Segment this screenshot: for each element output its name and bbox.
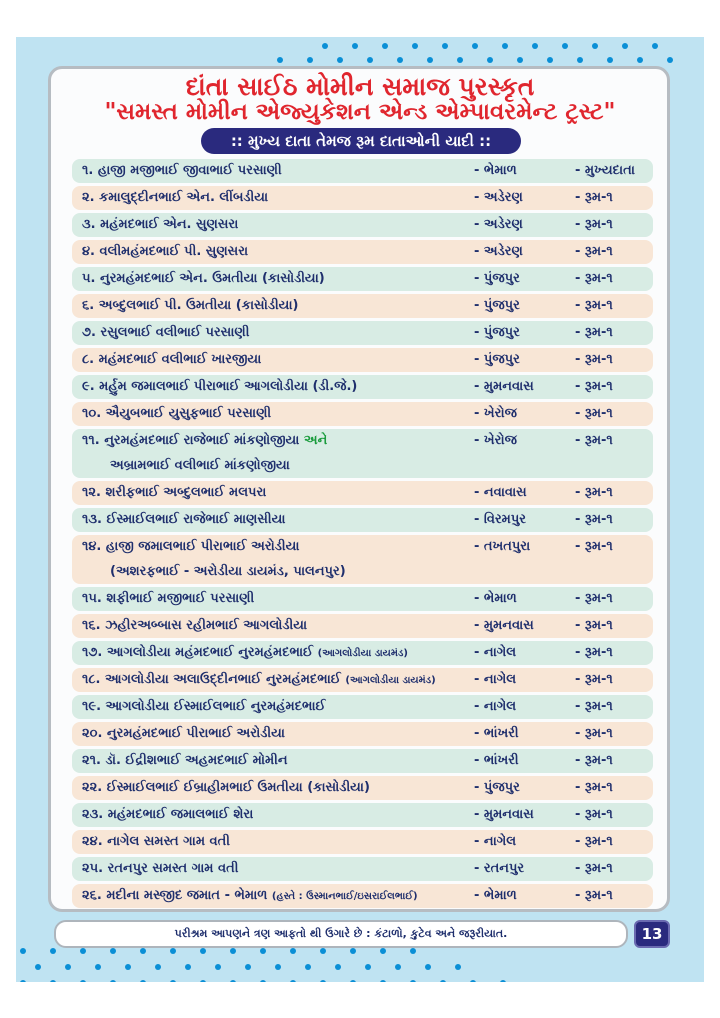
donor-name	[82, 884, 418, 909]
donor-place: - પુંજપુર	[474, 298, 520, 313]
donor-role: - રૂમ-૧	[575, 406, 613, 421]
donor-role: - રૂમ-૧	[575, 298, 613, 313]
donor-role: - રૂમ-૧	[575, 539, 613, 554]
donor-place: - નાગેલ	[474, 834, 517, 849]
decorative-dot	[592, 43, 598, 49]
decorative-dot	[170, 980, 176, 982]
donor-place: - પુંજપુર	[474, 352, 520, 367]
donor-name-note: (આગલોડીયા ડાયમંડ)	[345, 675, 436, 686]
donor-row	[72, 294, 653, 318]
donor-place: - ભેમાળ	[474, 163, 517, 178]
donor-place: - અડેરણ	[474, 190, 523, 205]
decorative-dot	[607, 57, 613, 63]
donor-row	[72, 508, 653, 532]
decorative-dot	[425, 964, 431, 970]
donor-place: - નાગેલ	[474, 699, 517, 714]
decorative-dot	[80, 980, 86, 982]
donor-role: - રૂમ-૧	[575, 271, 613, 286]
donor-row	[72, 375, 653, 399]
donor-row	[72, 186, 653, 210]
decorative-dot	[365, 964, 371, 970]
decorative-dot	[290, 948, 296, 954]
donor-place: - ભાંખરી	[474, 753, 519, 768]
donor-role: - રૂમ-૧	[575, 325, 613, 340]
donor-role: - રૂમ-૧	[575, 726, 613, 741]
donor-place: - અડેરણ	[474, 217, 523, 232]
title-line-1: દાંતા સાઈઠ મોમીન સમાજ પુરસ્કૃત	[185, 72, 535, 101]
decorative-dot	[352, 43, 358, 49]
decorative-dot	[442, 43, 448, 49]
donor-place: - રતનપુર	[474, 861, 525, 876]
donor-name: ૨૦. નુરમહંમદભાઈ પીરાભાઈ અરોડીયા	[82, 726, 285, 741]
decorative-dot	[215, 964, 221, 970]
donor-row	[72, 240, 653, 264]
decorative-dot	[427, 57, 433, 63]
donor-row	[72, 481, 653, 505]
donor-name: ૧૬. ઝહીરઅબ્બાસ રહીમભાઈ આગલોડીયા	[82, 618, 308, 633]
decorative-dot	[622, 43, 628, 49]
donor-place: - પુંજપુર	[474, 780, 520, 795]
donor-place: - પુંજપુર	[474, 325, 520, 340]
donor-role: - રૂમ-૧	[575, 753, 613, 768]
donor-role: - રૂમ-૧	[575, 433, 613, 448]
decorative-dot	[290, 980, 296, 982]
donor-place: - ભાંખરી	[474, 726, 519, 741]
decorative-dot	[472, 43, 478, 49]
donor-row	[72, 348, 653, 372]
donor-row	[72, 587, 653, 611]
donor-role: - રૂમ-૧	[575, 512, 613, 527]
decorative-dot	[140, 948, 146, 954]
donor-name: ૧૦. ઐયુબભાઈ યુસુફભાઈ પરસાણી	[82, 406, 272, 421]
donor-role: - રૂમ-૧	[575, 888, 613, 903]
donor-row	[72, 722, 653, 746]
decorative-dot	[277, 57, 283, 63]
decorative-dot	[155, 964, 161, 970]
decorative-dot	[275, 964, 281, 970]
donor-place: - અડેરણ	[474, 244, 523, 259]
decorative-dot	[412, 43, 418, 49]
donor-row	[72, 830, 653, 854]
donor-row	[72, 267, 653, 291]
decorative-dot	[367, 57, 373, 63]
decorative-dot	[305, 964, 311, 970]
donor-name: ૧૪. હાજી જમાલભાઈ પીરાભાઈ અરોડીયા	[82, 539, 300, 554]
donor-role: - રૂમ-૧	[575, 672, 613, 687]
decorative-dot	[380, 948, 386, 954]
donor-name: ૧૯. આગલોડીયા ઈસ્માઈલભાઈ નુરમહંમદભાઈ	[82, 699, 326, 714]
donor-role: - રૂમ-૧	[575, 780, 613, 795]
decorative-dot	[517, 57, 523, 63]
decorative-dot	[410, 948, 416, 954]
decorative-dot	[125, 964, 131, 970]
decorative-dot	[410, 980, 416, 982]
decorative-dot	[260, 948, 266, 954]
donor-row	[72, 402, 653, 426]
donor-role: - રૂમ-૧	[575, 699, 613, 714]
decorative-dot	[260, 980, 266, 982]
decorative-dot	[307, 57, 313, 63]
decorative-dot	[50, 980, 56, 982]
donor-name	[82, 641, 408, 666]
donor-name-text: ૧૧. નુરમહંમદભાઈ રાજેભાઈ માંકણોજીયા	[82, 433, 300, 448]
donor-name: ૨૪. નાગેલ સમસ્ત ગામ વતી	[82, 834, 230, 849]
donor-role: - રૂમ-૧	[575, 217, 613, 232]
title-line-2: "સમસ્ત મોમીન એજ્યુકેશન એન્ડ એમ્પાવરમેન્ટ ટ્રસ્ટ"	[104, 98, 616, 125]
decorative-dot	[487, 57, 493, 63]
donor-row	[72, 429, 653, 478]
donor-name-line2: અબ્રામભાઈ વલીભાઈ માંકણોજીયા	[110, 458, 290, 473]
donor-row	[72, 776, 653, 800]
decorative-dot	[20, 980, 26, 982]
decorative-dot	[577, 57, 583, 63]
decorative-dot	[322, 43, 328, 49]
donor-row	[72, 749, 653, 773]
decorative-dot	[547, 57, 553, 63]
decorative-dot	[502, 43, 508, 49]
donor-list	[72, 159, 653, 911]
donor-name: ૧. હાજી મજીભાઈ જીવાભાઈ પરસાણી	[82, 163, 282, 178]
decorative-dot	[380, 980, 386, 982]
donor-place: - નવાવાસ	[474, 485, 527, 500]
donor-place: - મુમનવાસ	[474, 379, 534, 394]
decorative-dot	[20, 948, 26, 954]
decorative-dot	[652, 43, 658, 49]
decorative-dot	[35, 964, 41, 970]
decorative-dot	[350, 980, 356, 982]
decorative-dot	[455, 964, 461, 970]
donor-place: - ખેરોજ	[474, 406, 517, 421]
donor-role: - મુખ્યદાતા	[575, 163, 635, 178]
donor-name: ૨. કમાલુદ્દીનભાઈ એન. લીંબડીયા	[82, 190, 269, 205]
decorative-dot	[382, 43, 388, 49]
donor-name: ૧૩. ઈસ્માઈલભાઈ રાજેભાઈ માણસીયા	[82, 512, 286, 527]
decorative-dot	[395, 964, 401, 970]
decorative-dot	[80, 948, 86, 954]
decorative-dot	[500, 980, 506, 982]
page-number: 13	[634, 920, 670, 948]
donor-name: ૨૫. રતનપુર સમસ્ત ગામ વતી	[82, 861, 239, 876]
donor-role: - રૂમ-૧	[575, 591, 613, 606]
donor-name: ૩. મહંમદભાઈ એન. સુણસરા	[82, 217, 239, 232]
donor-role: - રૂમ-૧	[575, 485, 613, 500]
donor-row	[72, 857, 653, 881]
decorative-dot	[230, 980, 236, 982]
decorative-dot	[337, 57, 343, 63]
donor-place: - પુંજપુર	[474, 271, 520, 286]
donor-row	[72, 321, 653, 345]
donor-name: ૨૨. ઈસ્માઈલભાઈ ઈબ્રાહીમભાઈ ઉમતીયા (કાસોડીયા)	[82, 780, 370, 795]
donor-role: - રૂમ-૧	[575, 645, 613, 660]
decorative-dot	[350, 948, 356, 954]
donor-row	[72, 159, 653, 183]
donor-role: - રૂમ-૧	[575, 807, 613, 822]
donor-name: ૨૧. ડૉ. ઈદ્રીશભાઈ અહમદભાઈ મોમીન	[82, 753, 288, 768]
donor-place: - ભેમાળ	[474, 888, 517, 903]
donor-role: - રૂમ-૧	[575, 190, 613, 205]
donor-name-note: (આગલોડીયા ડાયમંડ)	[317, 648, 408, 659]
donor-name: ૧૫. શફીભાઈ મજીભાઈ પરસાણી	[82, 591, 255, 606]
donor-name: ૧૨. શરીફભાઈ અબ્દુલભાઈ મલપરા	[82, 485, 267, 500]
donor-place: - ખેરોજ	[474, 433, 517, 448]
decorative-dot	[95, 964, 101, 970]
decorative-dot	[200, 980, 206, 982]
donor-name: ૯. મર્હુમ જમાલભાઈ પીરાભાઈ આગલોડીયા (ડી.જે.)	[82, 379, 358, 394]
decorative-dot	[50, 948, 56, 954]
decorative-dot	[532, 43, 538, 49]
list-subtitle: :: મુખ્ય દાતા તેમજ રૂમ દાતાઓની યાદી ::	[201, 128, 521, 154]
donor-name-text: ૧૭. આગલોડીયા મહંમદભાઈ નુરમહંમદભાઈ	[82, 645, 314, 660]
footer-quote: પરીશ્રમ આપણને ત્રણ આફતો થી ઉગારે છે : કંટાળો, કુટેવ અને જરૂરીયાત.	[54, 920, 628, 948]
donor-name	[82, 429, 327, 453]
decorative-dot	[457, 57, 463, 63]
donor-name-line2: (અશરફભાઈ - અરોડીયા ડાયમંડ, પાલનપુર)	[110, 564, 346, 579]
donor-role: - રૂમ-૧	[575, 834, 613, 849]
donor-row	[72, 803, 653, 827]
decorative-dot	[230, 948, 236, 954]
donor-place: - મુમનવાસ	[474, 618, 534, 633]
donor-row	[72, 614, 653, 638]
donor-row	[72, 535, 653, 584]
donor-name: ૮. મહંમદભાઈ વલીભાઈ ખારજીયા	[82, 352, 262, 367]
donor-role: - રૂમ-૧	[575, 618, 613, 633]
decorative-dot	[65, 964, 71, 970]
donor-row	[72, 668, 653, 692]
donor-place: - નાગેલ	[474, 645, 517, 660]
donor-row	[72, 641, 653, 665]
donor-place: - મુમનવાસ	[474, 807, 534, 822]
donor-row	[72, 884, 653, 908]
decorative-dot	[245, 964, 251, 970]
decorative-dot	[320, 980, 326, 982]
donor-name-note: (હસ્તે : ઉસ્માનભાઈ/ઇસરાઈલભાઈ)	[271, 891, 418, 902]
donor-role: - રૂમ-૧	[575, 861, 613, 876]
donor-name: ૭. રસુલભાઈ વલીભાઈ પરસાણી	[82, 325, 250, 340]
decorative-dot	[200, 948, 206, 954]
decorative-dot	[637, 57, 643, 63]
donor-name: ૬. અબ્દુલભાઈ પી. ઉમતીયા (કાસોડીયા)	[82, 298, 299, 313]
decorative-dot	[335, 964, 341, 970]
donor-row	[72, 695, 653, 719]
decorative-dot	[397, 57, 403, 63]
donor-place: - ભેમાળ	[474, 591, 517, 606]
donor-role: - રૂમ-૧	[575, 379, 613, 394]
decorative-dot	[170, 948, 176, 954]
decorative-dot	[320, 948, 326, 954]
decorative-dot	[440, 980, 446, 982]
decorative-dot	[562, 43, 568, 49]
donor-name-text: ૧૮. આગલોડીયા અલાઉદ્દીનભાઈ નુરમહંમદભાઈ	[82, 672, 341, 687]
donor-role: - રૂમ-૧	[575, 352, 613, 367]
donor-name-join: અને	[303, 433, 328, 448]
decorative-dot	[470, 980, 476, 982]
donor-role: - રૂમ-૧	[575, 244, 613, 259]
donor-row	[72, 213, 653, 237]
decorative-dot	[140, 980, 146, 982]
donor-place: - નાગેલ	[474, 672, 517, 687]
donor-name: ૨૩. મહંમદભાઈ જમાલભાઈ શેરા	[82, 807, 254, 822]
donor-name: ૫. નુરમહંમદભાઈ એન. ઉમતીયા (કાસોડીયા)	[82, 271, 325, 286]
decorative-dot	[667, 57, 673, 63]
decorative-dot	[110, 948, 116, 954]
donor-place: - તખતપુરા	[474, 539, 531, 554]
donor-name	[82, 668, 436, 693]
decorative-dot	[185, 964, 191, 970]
donor-name: ૪. વલીમહંમદભાઈ પી. સુણસરા	[82, 244, 249, 259]
donor-name-text: ૨૬. મદીના મસ્જીદ જમાત - ભેમાળ	[82, 888, 268, 903]
decorative-dot	[110, 980, 116, 982]
donor-place: - વિરમપુર	[474, 512, 527, 527]
